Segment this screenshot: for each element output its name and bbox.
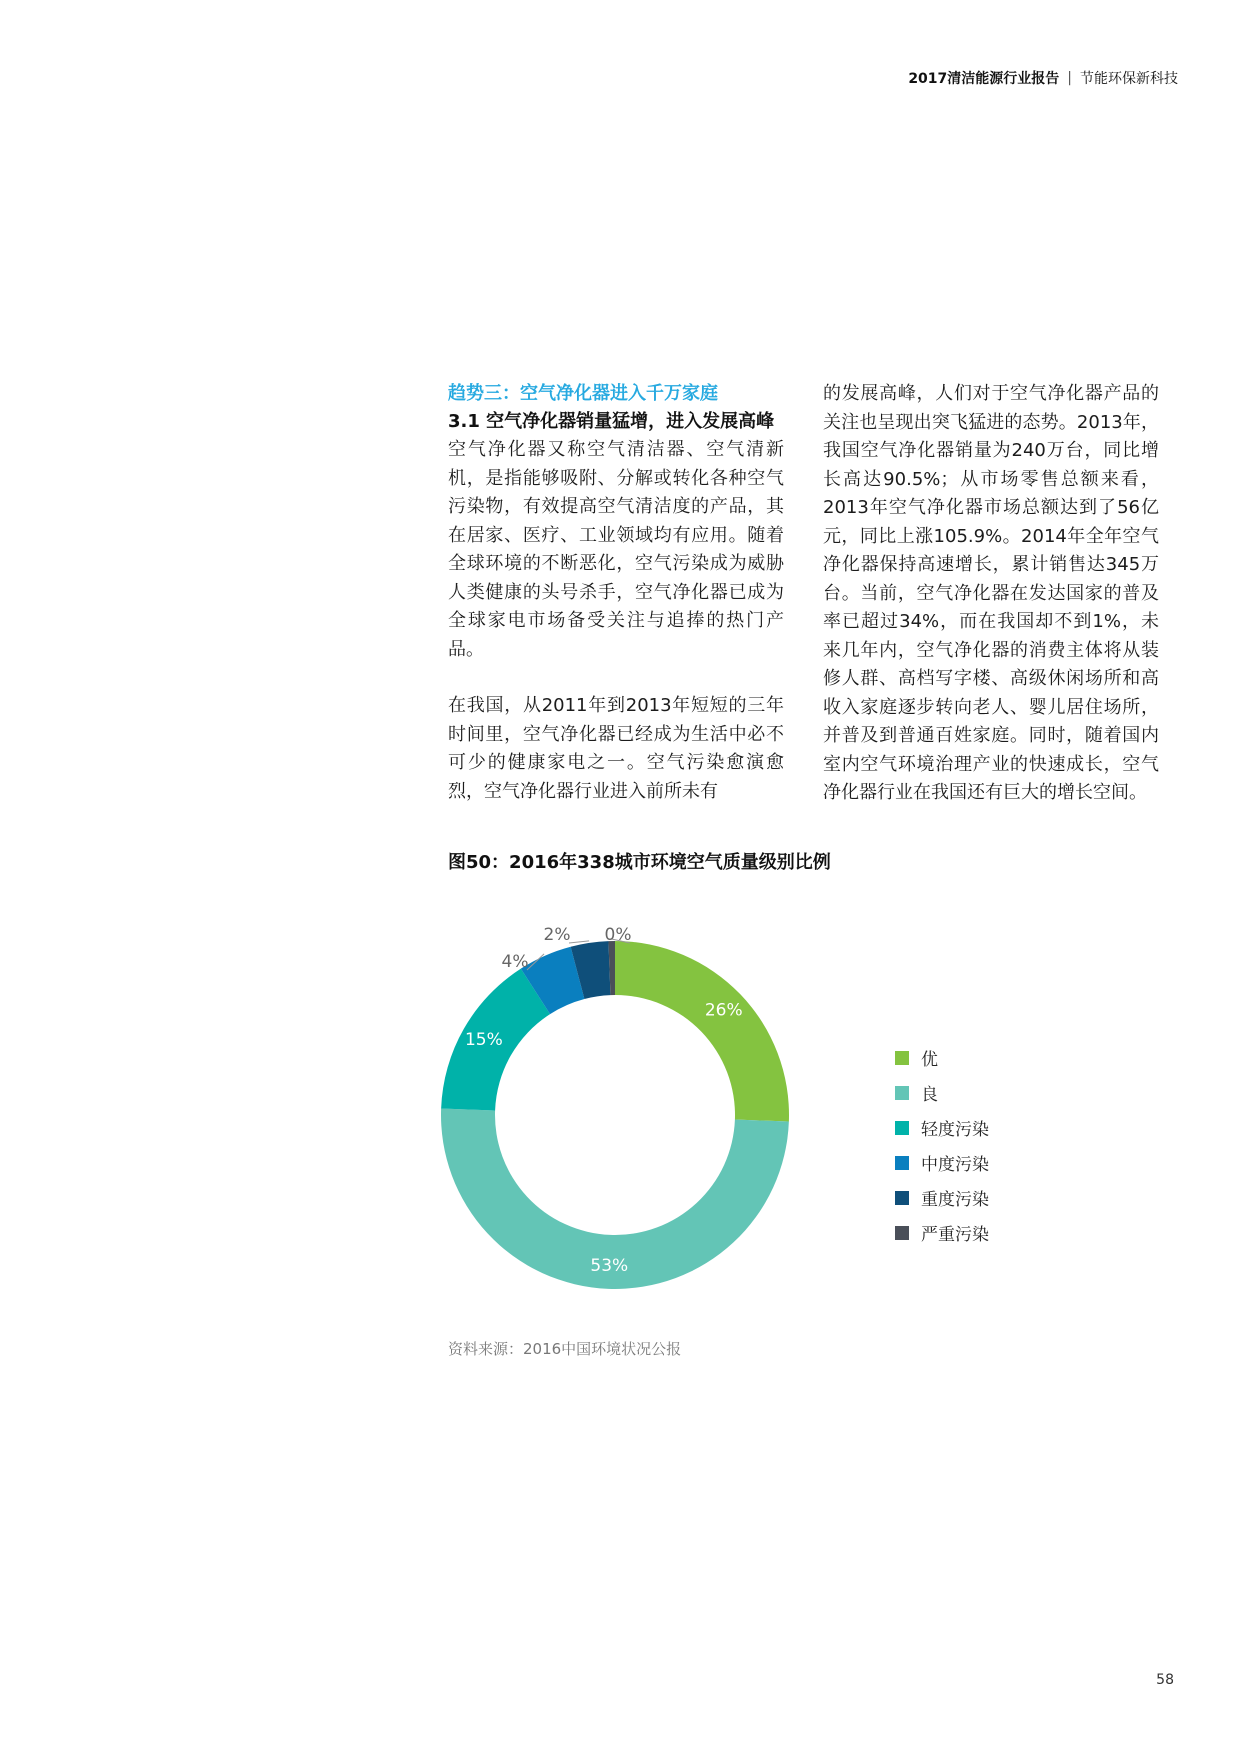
legend-label: 中度污染 [921,1155,989,1175]
legend-swatch [895,1121,909,1135]
data-label-2: 53% [590,1255,629,1276]
legend-label: 轻度污染 [921,1120,989,1140]
legend-item [895,1215,989,1250]
paragraph-intro: 空气净化器又称空气清洁器、空气清新机，是指能够吸附、分解或转化各种空气污染物，有效提高空气清洁度的产品，其在居家、医疗、工业领域均有应用。随着全球环境的不断恶化，空气污染成为威胁人类健康的头号杀手，空气净化器已成为全球家电市场备受关注与追捧的热门产品。 [448,439,784,660]
paragraph-continued: 的发展高峰，人们对于空气净化器产品的关注也呈现出突飞猛进的态势。2013年，我国空气净化器销量为240万台，同比增长高达90.5%；从市场零售总额来看，2013年空气净化器市场总额达到了56亿元，同比上涨105.9%。2014年全年空气净化器保持高速增长，累计销售达345万台。当前，空气净化器在发达国家的普及率已超过34%，而在我国却不到1%，未来几年内，空气净化器的消费主体将从装修人群、高档写字楼、高级休闲场所和高收入家庭逐步转向老人、婴儿居住场所，并普及到普通百姓家庭。同时，随着国内室内空气环境治理产业的快速成长，空气净化器行业在我国还有巨大的增长空间。 [823,383,1159,803]
figure-title: 图50：2016年338城市环境空气质量级别比例 [448,852,831,873]
right-column [823,380,1159,808]
section-heading: 3.1 空气净化器销量猛增，进入发展高峰 [448,411,775,432]
paragraph-china: 在我国，从2011年到2013年短短的三年时间里，空气净化器已经成为生活中必不可少的健康家电之一。空气污染愈演愈烈，空气净化器行业进入前所未有 [448,695,784,802]
legend-swatch [895,1156,909,1170]
legend-item [895,1075,989,1110]
chart-legend [895,1040,989,1250]
section-title: 节能环保新科技 [1080,71,1178,87]
data-label-1: 26% [704,1000,743,1021]
page-number: 58 [1156,1672,1174,1688]
donut-chart [430,905,830,1305]
legend-item [895,1180,989,1215]
leader-line-5 [569,941,589,943]
legend-label: 优 [921,1050,938,1070]
trend-title: 趋势三：空气净化器进入千万家庭 [448,383,718,404]
legend-label: 良 [921,1085,938,1105]
legend-label: 严重污染 [921,1225,989,1245]
legend-item [895,1145,989,1180]
report-title: 2017清洁能源行业报告 [908,71,1060,87]
data-label-6: 0% [604,925,632,945]
data-label-3: 15% [464,1030,503,1051]
data-label-5: 2% [543,925,571,945]
slice-1 [615,941,789,1122]
legend-swatch [895,1051,909,1065]
page-header [908,68,1178,88]
legend-swatch [895,1086,909,1100]
legend-swatch [895,1226,909,1240]
legend-item [895,1110,989,1145]
header-separator: | [1067,70,1072,86]
legend-label: 重度污染 [921,1190,989,1210]
legend-swatch [895,1191,909,1205]
legend-item [895,1040,989,1075]
data-label-4: 4% [501,952,529,972]
left-column [448,380,784,806]
figure-source: 资料来源：2016中国环境状况公报 [448,1340,682,1358]
